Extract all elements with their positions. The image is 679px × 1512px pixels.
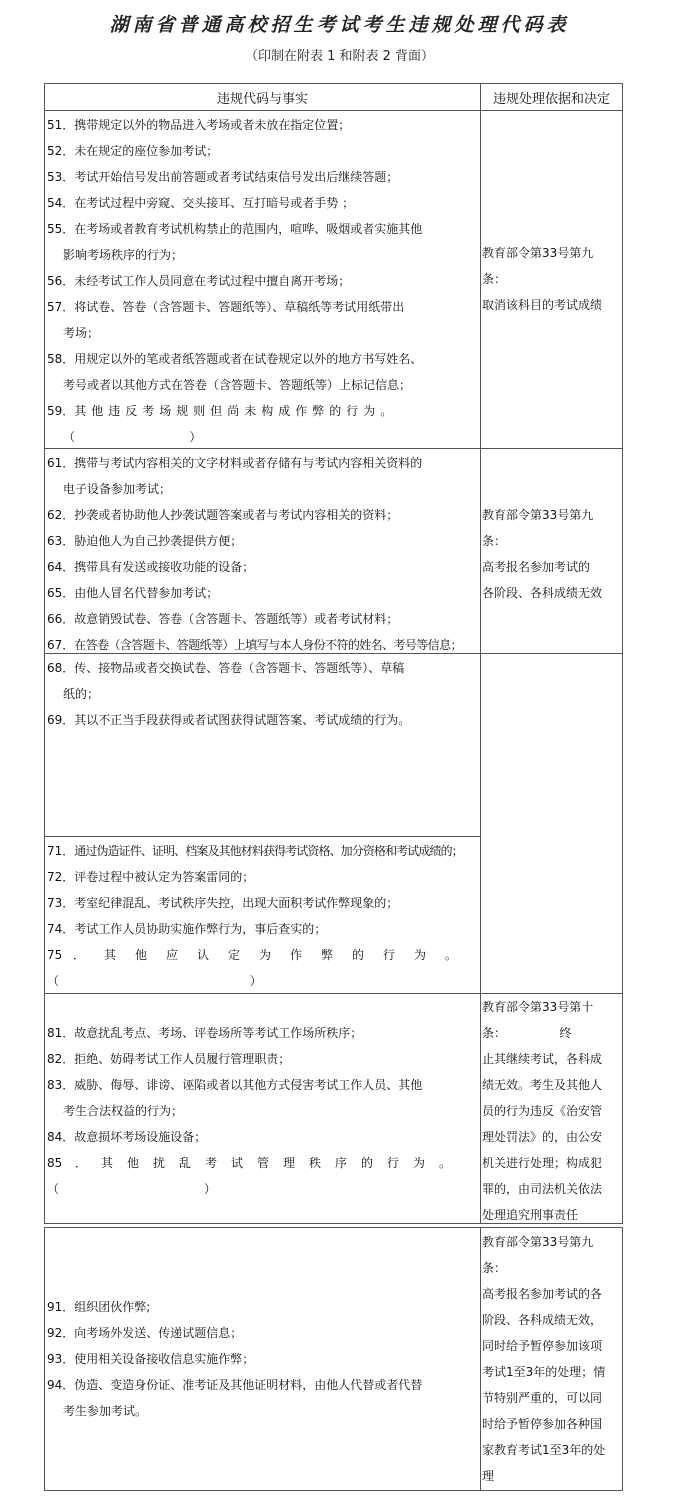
header-left-label: 违规代码与事实 — [216, 91, 308, 107]
list-item: 67．在答卷（含答题卡、答题纸等）上填写与本人身份不符的姓名、考号等信息； — [47, 638, 462, 652]
list-item: 52．未在规定的座位参加考试； — [47, 144, 219, 158]
section-81-list — [47, 1020, 479, 1202]
section-68-list — [47, 655, 479, 733]
list-item: 93．使用相关设备接收信息实施作弊； — [47, 1352, 255, 1366]
section-68-decision-cell — [480, 653, 623, 994]
section-61-list — [47, 450, 479, 658]
section-61-decision: 教育部令第33号第九 条： 高考报名参加考试的 各阶段、各科成绩无效 — [482, 508, 603, 600]
list-item: 59．其他违反考场规则但尚未构成作弊的行为。 （ ） — [47, 404, 398, 444]
list-item: 73．考室纪律混乱、考试秩序失控，出现大面积考试作弊现象的； — [47, 896, 399, 910]
list-item: 58．用规定以外的笔或者纸答题或者在试卷规定以外的地方书写姓名、 考号或者以其他方式在答卷（含答题卡、答题纸等）上标记信息； — [47, 352, 423, 392]
section-91-list — [47, 1294, 479, 1424]
list-item: 64．携带具有发送或接收功能的设备； — [47, 560, 255, 574]
list-item: 83．威胁、侮辱、诽谤、诬陷或者以其他方式侵害考试工作人员、其他 考生合法权益的行为； — [47, 1078, 423, 1118]
list-item: 81．故意扰乱考点、考场、评卷场所等考试工作场所秩序； — [47, 1026, 363, 1040]
section-91-decision: 教育部令第33号第九 条： 高考报名参加考试的各 阶段、各科成绩无效， 同时给予暂停参加该项 考试1至3年的处理；情 节特别严重的，可以同 时给予暂停参加各种国 家教育考试1至3年的处 理 — [482, 1235, 606, 1483]
header-cell-left — [44, 83, 481, 111]
section-71-list — [47, 838, 479, 994]
list-item: 94．伪造、变造身份证、准考证及其他证明材料，由他人代替或者代替 考生参加考试。 — [47, 1378, 423, 1418]
header-cell-right — [480, 83, 623, 111]
list-item: 68．传、接物品或者交换试卷、答卷（含答题卡、答题纸等）、草稿 纸的； — [47, 661, 405, 701]
section-51-decision: 教育部令第33号第九 条： 取消该科目的考试成绩 — [482, 246, 603, 312]
list-item: 53．考试开始信号发出前答题或者考试结束信号发出后继续答题； — [47, 170, 399, 184]
list-item: 54．在考试过程中旁窥、交头接耳、互打暗号或者手势 ； — [47, 196, 355, 210]
list-item: 82．拒绝、妨碍考试工作人员履行管理职责； — [47, 1052, 291, 1066]
list-item: 85 ．其他扰乱考试管理秩序的行为。 （ ） — [47, 1156, 466, 1196]
section-51-list — [47, 112, 479, 450]
list-item: 63．胁迫他人为自己抄袭提供方便； — [47, 534, 243, 548]
list-item: 71．通过伪造证件、证明、档案及其他材料获得考试资格、加分资格和考试成绩的； — [47, 844, 463, 858]
list-item: 56．未经考试工作人员同意在考试过程中擅自离开考场； — [47, 274, 351, 288]
header-right-label: 违规处理依据和决定 — [492, 91, 610, 107]
list-item: 57．将试卷、答卷（含答题卡、答题纸等）、草稿纸等考试用纸带出 考场； — [47, 300, 405, 340]
list-item: 69．其以不正当手段获得或者试图获得试题答案、考试成绩的行为。 — [47, 713, 411, 727]
list-item: 61．携带与考试内容相关的文字材料或者存储有与考试内容相关资料的 电子设备参加考试； — [47, 456, 423, 496]
list-item: 66．故意销毁试卷、答卷（含答题卡、答题纸等）或者考试材料； — [47, 612, 399, 626]
list-item: 62．抄袭或者协助他人抄袭试题答案或者与考试内容相关的资料； — [47, 508, 399, 522]
list-item: 74．考试工作人员协助实施作弊行为，事后查实的； — [47, 922, 327, 936]
list-item: 91．组织团伙作弊; — [47, 1300, 151, 1314]
page-title: 湖南省普通高校招生考试考生违规处理代码表 — [109, 14, 570, 36]
list-item: 75 ．其他应认定为作弊的行为。 （ ） — [47, 948, 477, 988]
list-item: 72．评卷过程中被认定为答案雷同的； — [47, 870, 255, 884]
section-81-decision: 教育部令第33号第十 条： 终 止其继续考试，各科成 绩无效。考生及其他人 员的行为违反《治安管 理处罚法》的，由公安 机关进行处理；构成犯 罪的，由司法机关依法 处理追究刑事责任 — [482, 1000, 603, 1222]
list-item: 84．故意损坏考场设施设备； — [47, 1130, 207, 1144]
list-item: 51．携带规定以外的物品进入考场或者未放在指定位置； — [47, 118, 351, 132]
page-subtitle: （印制在附表 1 和附表 2 背面） — [244, 49, 435, 64]
list-item: 92．向考场外发送、传递试题信息； — [47, 1326, 243, 1340]
list-item: 65．由他人冒名代替参加考试； — [47, 586, 219, 600]
list-item: 55．在考场或者教育考试机构禁止的范围内，喧哗、吸烟或者实施其他 影响考场秩序的行为； — [47, 222, 423, 262]
